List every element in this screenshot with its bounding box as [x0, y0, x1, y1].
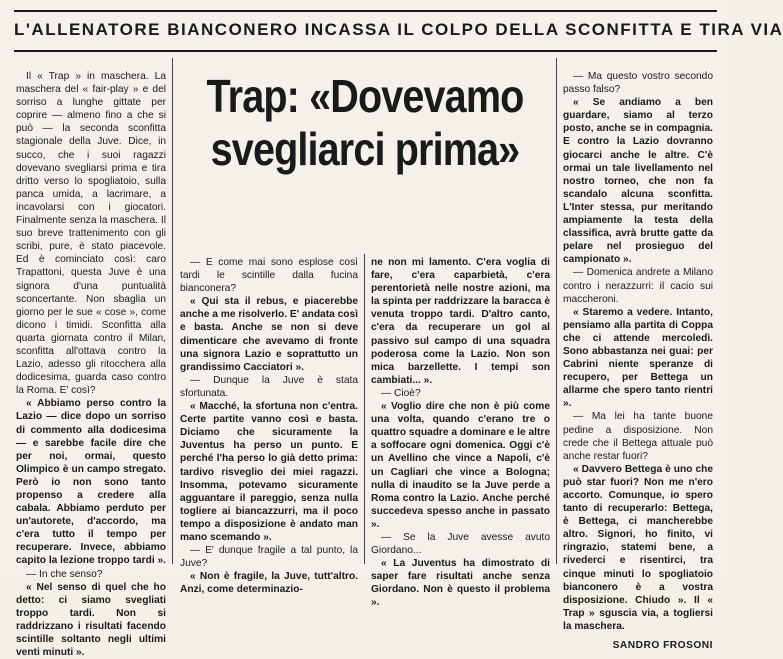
col2-paragraph-5: — E' dunque fragile a tal punto, la Juve? — [180, 545, 358, 570]
byline-signature: SANDRO FROSONI — [612, 640, 713, 652]
main-headline — [202, 70, 527, 176]
col4-paragraph-1: — Ma questo vostro secondo passo falso? — [563, 71, 713, 96]
col4-paragraph-5: — Ma lei ha tante buone pedine a disposizione. Non crede che il Bettega attuale può anche restar fuori? — [563, 411, 713, 462]
column-divider-middle — [364, 254, 365, 564]
headline-line-1: Trap: «Dovevamo — [206, 70, 524, 122]
col2-paragraph-4: « Macché, la sfortuna non c'entra. Certe partite vanno così e basta. Diciamo che sicuramente la Juventus ha perso un punto. E perché l'ha perso lo già detto prima: tardivo risveglio dei miei ragazzi. Insomma, potevamo sicuramente agguantare il pareggio, senza nulla togliere ai biancazzurri, ma il poco tempo a disposizione è andato man mano scemando ». — [180, 401, 358, 543]
col3-paragraph-4: — Se la Juve avesse avuto Giordano... — [371, 531, 550, 557]
kicker-headline: L'ALLENATORE BIANCONERO INCASSA IL COLPO DELLA SCONFITTA E TIRA VIA — [14, 20, 783, 39]
col4-paragraph-6: « Davvero Bettega è uno che può star fuori? Non me n'ero accorto. Comunque, io spero tanto di recuperarlo: Bettega, è Bettega, ci mancherebbe altro. Signori, ho finito, vi ringrazio, statemi bene, a rivederci e risentirci, tra cinque minuti lo spogliatoio bianconero è a vostra disposizione. Chiudo ». Il « Trap » sguscia via, a togliersi la maschera. — [563, 463, 713, 632]
col3-paragraph-1: ne non mi lamento. C'era voglia di fare, c'era caparbietà, c'era perentorietà nelle nostre azioni, ma la spinta per raddrizzare la baracca è venuta troppo tardi. D'altro canto, c'era da recuperare un gol al passivo sul campo di una squadra poderosa come la Lazio. Non son mica barzellette. I tempi son cambiati... ». — [371, 257, 550, 386]
column-divider-left — [172, 254, 173, 564]
col4-paragraph-2: « Se andiamo a ben guardare, siamo al terzo posto, anche se in compagnia. E contro la Lazio dovranno giocarci anche le altre. C'è ormai un tale livellamento nel nostro torneo, che non fa scandalo alcuna sconfitta. L'Inter stessa, pur meritando ampiamente la testa della classifica, avrà brutte gatte da pelare nel prosieguo del campionato ». — [563, 97, 713, 266]
col1-paragraph-2: « Abbiamo perso contro la Lazio — dice dopo un sorriso di commento alla dodicesima — e sarebbe facile dire che per noi, ormai, questo Olimpico è un campo stregato. Però io non sono tanto propenso a credere alla cabala. Abbiamo perduto per un'autorete, d'accordo, ma c'era tutto il tempo per recuperare. Invece, abbiamo capito la lezione troppo tardi ». — [16, 398, 167, 567]
col3-paragraph-3: « Voglio dire che non è più come una volta, quando c'erano tre o quattro squadre a dominare e le altre a soffocare ogni domenica. Oggi c'è un Avellino che vince a Napoli, c'è un Cagliari che vince a Bologna; nulla di inaudito se la Juve perde a Roma contro la Lazio. Anche perché succedeva spesso anche in passato ». — [371, 401, 550, 530]
column-divider-left-upper — [172, 58, 173, 254]
article-column-4 — [563, 70, 713, 652]
col3-paragraph-2: — Cioè? — [381, 387, 421, 399]
col1-paragraph-4: « Nel senso di quel che ho detto: ci siamo svegliati troppo tardi. Non si raddrizzano i risultati facendo scintille soltanto negli ultimi venti minuti ». — [16, 581, 166, 659]
col3-paragraph-5: « La Juventus ha dimostrato di saper fare risultati anche senza Giordano. Non è questo il problema ». — [371, 558, 550, 609]
col1-paragraph-1: Il « Trap » in maschera. La maschera del « fair-play » e del sorriso a lunghe gittate per coprire — almeno fino a che si può — la seconda sconfitta stagionale della Juve. Dice, in succo, che i suoi ragazzi dovevano svegliarsi prima e tira dritto verso lo spogliatoio, sulla panca umida, a lacrimare, a incavolarsi con i giocatori. Finalmente senza la maschera. Il suo breve trattenimento con gli scribi, pure, è stato piacevole. Ed è cominciato così: caro Trapattoni, questa Juve è una signora d'una puntualità sconcertante. Non sbaglia un giorno per le sue « cose », come dicono i timidi. Sconfitta alla quarta giornata contro il Milan, sconfitta all'ottava contro la Lazio, adesso gli ritocchera alla dodicesima, guarda caso contro la Roma. E' così? — [16, 71, 166, 397]
col2-paragraph-2: « Qui sta il rebus, e piacerebbe anche a me risolverlo. E' andata così e basta. Anche se non si deve dimenticare che avevamo di fronte una signora Lazio e soprattutto un grandissimo Cacciatori ». — [180, 296, 358, 373]
headline-line-2: svegliarci prima» — [210, 123, 520, 175]
col2-paragraph-1: — E come mai sono esplose così tardi le scintille dalla fucina bianconera? — [180, 257, 358, 295]
col2-paragraph-6: « Non è fragile, la Juve, tutt'altro. Anzi, come determinazio- — [180, 571, 358, 596]
article-column-1 — [16, 70, 167, 659]
col4-paragraph-3: — Domenica andrete a Milano contro i nerazzurri: il cacio sui maccheroni. — [563, 267, 713, 305]
col4-paragraph-4: « Staremo a vedere. Intanto, pensiamo alla partita di Coppa che ci attende mercoledì. Sono abbastanza nei guai: per Cabrini niente speranze di recupero, per Bettega un allarme che spero tanto rientri ». — [563, 306, 713, 410]
kicker-rule — [14, 50, 717, 52]
column-divider-right — [556, 58, 557, 564]
top-rule — [14, 10, 717, 12]
article-column-2 — [180, 256, 358, 596]
article-column-3 — [371, 256, 550, 609]
col1-paragraph-3: — In che senso? — [26, 568, 103, 580]
col2-paragraph-3: — Dunque la Juve è stata sfortunata. — [180, 374, 358, 399]
